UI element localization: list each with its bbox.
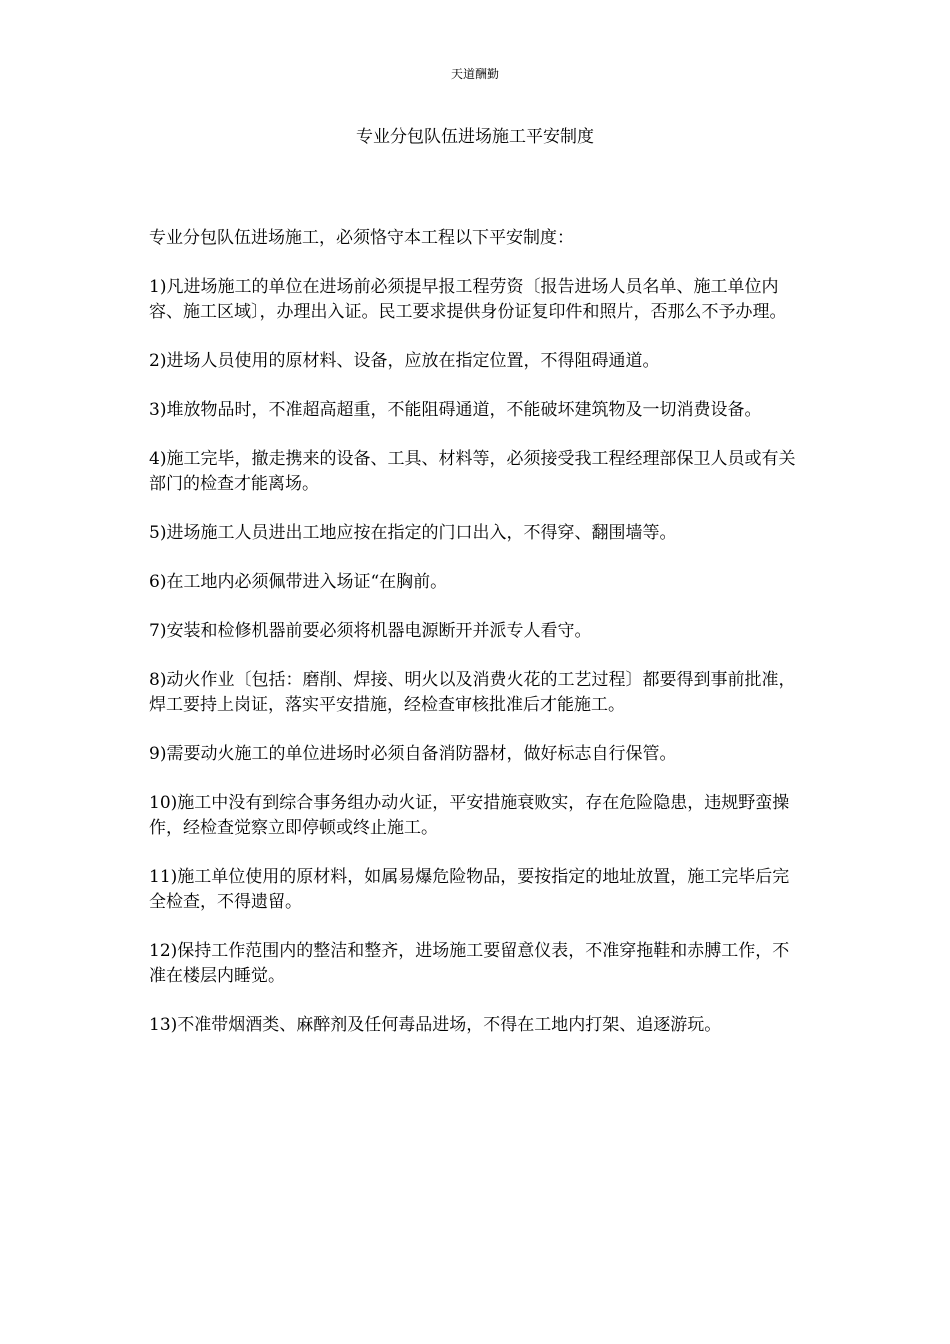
rule-item-7: 7)安装和检修机器前要必须将机器电源断开并派专人看守。	[149, 621, 592, 641]
page-header: 天道酬勤	[450, 67, 499, 81]
rule-item-13: 13)不准带烟酒类、麻醉剂及任何毒品进场，不得在工地内打架、追逐游玩。	[149, 1015, 722, 1035]
rule-item-5: 5)进场施工人员进出工地应按在指定的门口出入，不得穿、翻围墙等。	[149, 523, 677, 543]
rule-item-10: 10)施工中没有到综合事务组办动火证，平安措施衰败实，存在危险隐患，违规野蛮操作，经检查觉察立即停顿或终止施工。	[149, 793, 790, 838]
rule-item-12: 12)保持工作范围内的整洁和整齐，进场施工要留意仪表，不准穿拖鞋和赤膊工作，不准在楼层内睡觉。	[149, 941, 790, 986]
intro-paragraph: 专业分包队伍进场施工，必须恪守本工程以下平安制度：	[149, 228, 574, 248]
rule-item-1: 1)凡进场施工的单位在进场前必须提早报工程劳资〔报告进场人员名单、施工单位内容、施工区域〕，办理出入证。民工要求提供身份证复印件和照片，否那么不予办理。	[149, 277, 787, 322]
document-title: 专业分包队伍进场施工平安制度	[356, 127, 594, 147]
rule-item-6: 6)在工地内必须佩带进入场证“在胸前。	[149, 572, 448, 592]
rule-item-2: 2)进场人员使用的原材料、设备，应放在指定位置，不得阻碍通道。	[149, 351, 660, 371]
rule-item-11: 11)施工单位使用的原材料，如属易爆危险物品，要按指定的地址放置，施工完毕后完全检查，不得遗留。	[149, 867, 790, 912]
rule-item-8: 8)动火作业〔包括：磨削、焊接、明火以及消费火花的工艺过程〕都要得到事前批准，焊工要持上岗证，落实平安措施，经检查审核批准后才能施工。	[149, 670, 796, 715]
rule-item-3: 3)堆放物品时，不准超高超重，不能阻碍通道，不能破坏建筑物及一切消费设备。	[149, 400, 762, 420]
document-body	[149, 226, 801, 1062]
rule-item-4: 4)施工完毕，撤走携来的设备、工具、材料等，必须接受我工程经理部保卫人员或有关部门的检查才能离场。	[149, 449, 796, 494]
rule-item-9: 9)需要动火施工的单位进场时必须自备消防器材，做好标志自行保管。	[149, 744, 677, 764]
